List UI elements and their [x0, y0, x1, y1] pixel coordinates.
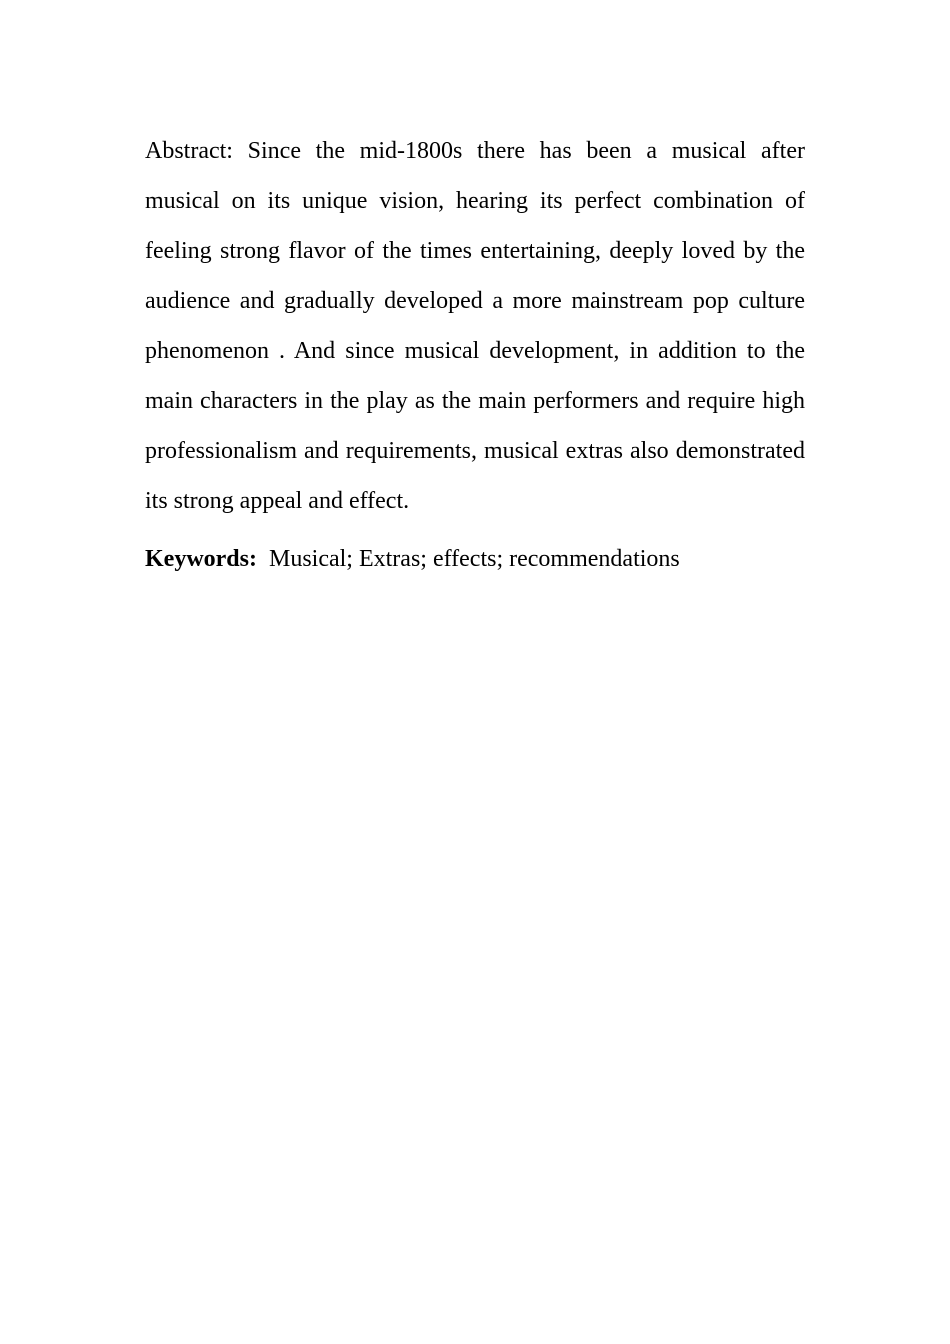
keywords-label: Keywords: — [145, 546, 257, 572]
keywords-text: Musical; Extras; effects; recommendations — [268, 546, 680, 572]
abstract-section — [145, 126, 805, 575]
abstract-paragraph: Abstract: Since the mid-1800s there has been a musical after musical on its unique vision, hearing its perfect combination of feeling strong flavor of the times entertaining, deeply loved by the audience and gradually developed a more mainstream pop culture phenomenon . And since musical development, in addition to the main characters in the play as the main performers and require high professionalism and requirements, musical extras also demonstrated its strong appeal and effect. — [145, 138, 805, 514]
keywords-line — [145, 543, 805, 575]
